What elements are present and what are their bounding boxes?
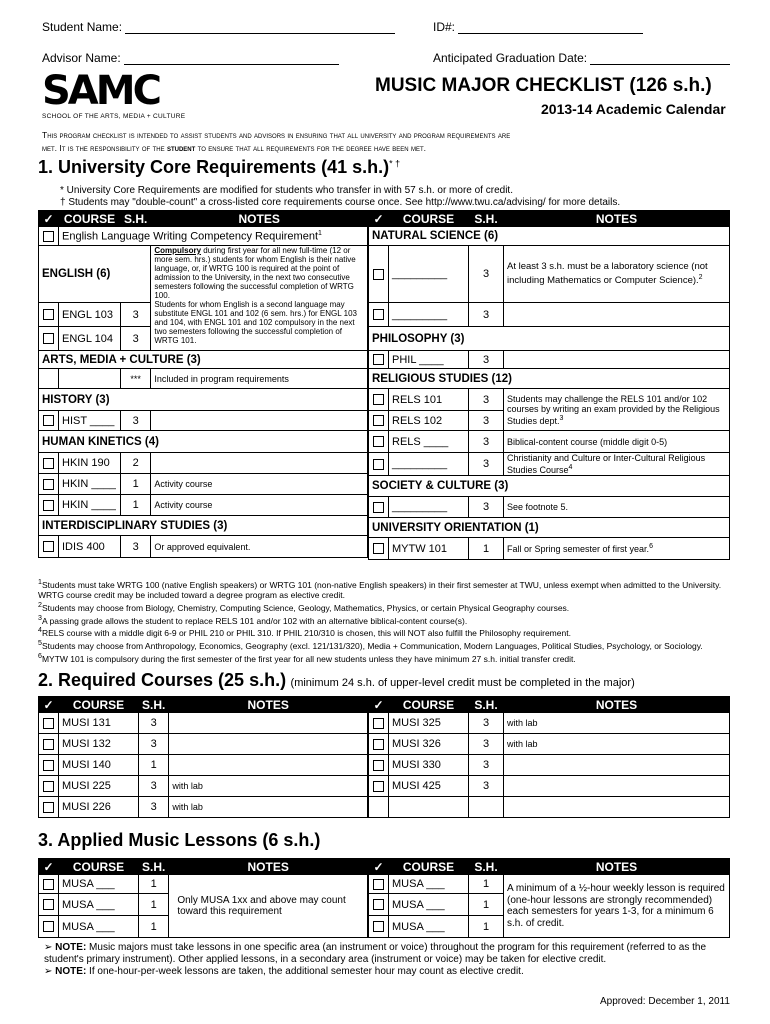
req-left-0-checkbox[interactable] [43,718,54,729]
lessons-note-2: ➢ NOTE: If one-hour-per-week lessons are taken, the additional semester hour may count as elective credit. [44,966,524,977]
req-right-3-checkbox[interactable] [373,781,384,792]
table-row [39,755,368,776]
note-cell [504,755,730,776]
rels-c-sh: 3 [469,431,504,453]
musa-left-3-sh: 1 [139,916,169,938]
col-notes-header: NOTES [151,211,368,227]
rels101-checkbox[interactable] [373,394,384,405]
mytw-course: MYTW 101 [389,538,469,560]
note-cell [169,755,368,776]
table-row [369,713,730,734]
hist-course: HIST ____ [59,411,121,431]
hk-heading: HUMAN KINETICS (4) [39,431,368,453]
musa-left-3-checkbox[interactable] [43,921,54,932]
uo-heading: UNIVERSITY ORIENTATION (1) [369,518,730,538]
course-cell: MUSI 225 [59,776,139,797]
ns-a-checkbox[interactable] [373,269,384,280]
samc-logo: SAMC [42,68,159,114]
req-right-0-checkbox[interactable] [373,718,384,729]
sh-cell: 3 [469,734,504,755]
table-row [369,755,730,776]
musa-left-1-course: MUSA ___ [59,875,139,894]
intro-text: This program checklist is intended to assist students and advisors in ensuring that all university and program requirements are met. It is the responsibility of the student to ensure that all requirements for the degree have been met. [42,130,511,153]
rels-d-course: _________ [389,453,469,476]
section1-note-2: † Students may "double-count" a cross-listed core requirements course once. See http://www.twu.ca/advising/ for more details. [60,197,621,208]
musa-left-2-sh: 1 [139,894,169,916]
student-name-field[interactable] [42,20,395,34]
rels-d-checkbox[interactable] [373,459,384,470]
section1-note-1: * University Core Requirements are modified for students who transfer in with 57 s.h. or more of credit. [60,185,513,196]
note-cell [169,713,368,734]
hkin190-sh: 2 [121,453,151,474]
req-right-1-checkbox[interactable] [373,739,384,750]
note-cell: with lab [169,776,368,797]
musa-left-3-course: MUSA ___ [59,916,139,938]
lessons-left-note: Only MUSA 1xx and above may count toward this requirement [169,875,368,938]
rels-d-sh: 3 [469,453,504,476]
sc-checkbox[interactable] [373,502,384,513]
course-cell: MUSI 325 [389,713,469,734]
col-course-header: COURSE [59,211,121,227]
sh-cell: 3 [139,776,169,797]
lessons-left-table: ✓ COURSE S.H. NOTES MUSA ___ 1 Only MUSA 1xx and above may count toward this requirement MUSA ___ 1 MUSA ___ 1 [38,858,368,938]
hkin-a-course: HKIN ____ [59,474,121,495]
engl103-sh: 3 [121,303,151,327]
musa-left-2-course: MUSA ___ [59,894,139,916]
required-left-table: ✓ COURSE S.H. NOTES MUSI 131 3 MUSI 132 3 MUSI 140 1 MUSI 225 3 with lab MUSI 226 3 with lab [38,696,368,818]
sc-sh: 3 [469,497,504,518]
req-left-2-checkbox[interactable] [43,760,54,771]
page-subtitle: 2013-14 Academic Calendar [541,101,726,117]
note-cell: with lab [504,713,730,734]
ns-a-sh: 3 [469,246,504,303]
ewcr-label: English Language Writing Competency Requirement$^1$ [59,227,368,246]
req-left-1-checkbox[interactable] [43,739,54,750]
col-sh-header: S.H. [121,211,151,227]
rels-c-checkbox[interactable] [373,436,384,447]
amc-heading: ARTS, MEDIA + CULTURE (3) [39,351,368,369]
sh-cell: 3 [139,713,169,734]
col-check-header: ✓ [39,211,59,227]
musa-right-1-checkbox[interactable] [373,879,384,890]
musa-right-1-sh: 1 [469,875,504,894]
sc-note: See footnote 5. [504,497,730,518]
id-field[interactable] [433,20,643,34]
rels102-sh: 3 [469,411,504,431]
musa-right-1-course: MUSA ___ [389,875,469,894]
hist-checkbox[interactable] [43,415,54,426]
hkin-a-sh: 1 [121,474,151,495]
footnotes: $^1$Students must take WRTG 100 (native English speakers) or WRTG 101 (non-native English speakers) in their first semester at TWU, unless exempt when admitted to the University. WRTG course credit may be included toward a degree program as elective credit. $^2$Students may choose from Biology, Chemistry, Computing Science, Geology, Mathematics, Physics, or certain Physical Geography courses. $^3$A passing grade allows the student to replace RELS 101 and/or 102 with an alternative biblical-content course(s). $^4$RELS course with a middle digit 6-9 or PHIL 210 or PHIL 310. If PHIL 210/310 is chosen, this will NOT also fulfill the Philosophy requirement. $^5$Students may choose from Anthropology, Economics, Geography (excl. 121/131/320), Media + Communication, Modern Languages, Political Studies, Psychology, or Sociology. $^6$MYTW 101 is compulsory during the first semester of the first year for all new students unless they have minimum 27 s.h. initial transfer credit. [38,578,722,664]
page-title: MUSIC MAJOR CHECKLIST (126 s.h.) [375,75,712,96]
req-right-2-checkbox[interactable] [373,760,384,771]
phil-heading: PHILOSOPHY (3) [369,327,730,351]
amc-note: Included in program requirements [151,369,368,389]
engl104-checkbox[interactable] [43,333,54,344]
idis400-sh: 3 [121,536,151,558]
course-cell: MUSI 326 [389,734,469,755]
rels-d-note: Christianity and Culture or Inter-Cultural Religious Studies Course$^4$ [504,453,730,476]
engl103-course: ENGL 103 [59,303,121,327]
mytw-checkbox[interactable] [373,543,384,554]
hkin190-checkbox[interactable] [43,458,54,469]
english-note: Compulsory during first year for all new full-time (12 or more sem. hrs.) students for whom English is their native language, or, if WRTG 100 is required at the point of admission to the University, in the next two consecutive semesters following the successful completion of WRTG 100. Students for whom English is a second language may substitute ENGL 101 and 102 (6 sem. hrs.) for ENGL 103 and 104, with ENGL 101 and 102 compulsory in the next two semesters following the successful completion of WRTG 101. [151,246,368,351]
rels-note: Students may challenge the RELS 101 and/or 102 courses by writing an exam provided by the Religious Studies dept.$^3$ [504,389,730,431]
phil-sh: 3 [469,351,504,369]
musa-right-2-course: MUSA ___ [389,894,469,916]
req-left-3-checkbox[interactable] [43,781,54,792]
rels101-sh: 3 [469,389,504,411]
arrow-icon: ➢ [44,942,56,953]
hkin-b-course: HKIN ____ [59,495,121,516]
req-left-4-checkbox[interactable] [43,802,54,813]
ewcr-checkbox[interactable] [43,231,54,242]
note-cell: with lab [169,797,368,818]
musa-right-3-course: MUSA ___ [389,916,469,938]
approved-date: Approved: December 1, 2011 [600,996,730,1007]
course-cell: MUSI 131 [59,713,139,734]
mytw-note: Fall or Spring semester of first year.$^6$ [504,538,730,560]
history-heading: HISTORY (3) [39,389,368,411]
samc-logo-subtitle: SCHOOL OF THE ARTS, MEDIA + CULTURE [42,113,186,120]
arrow-icon: ➢ [44,966,56,977]
section1-title: 1. University Core Requirements (41 s.h.)* † [38,157,401,177]
lessons-notes [44,942,734,978]
lessons-right-note: A minimum of a ½-hour weekly lesson is required (one-hour lessons are strongly recommended) each semesters for years 1-3, for a minimum 6 s.h. of credit. [504,875,730,938]
rels102-checkbox[interactable] [373,415,384,426]
ns-note: At least 3 s.h. must be a laboratory science (not including Mathematics or Computer Science).$^2$ [504,246,730,303]
note-cell [504,776,730,797]
idis400-note: Or approved equivalent. [151,536,368,558]
amc-sh: *** [121,369,151,389]
hkin-a-checkbox[interactable] [43,479,54,490]
musa-left-1-sh: 1 [139,875,169,894]
musa-right-2-checkbox[interactable] [373,899,384,910]
advisor-name-field[interactable] [42,51,339,65]
note-cell: with lab [504,734,730,755]
student-name-label: Student Name: [42,20,123,34]
rels-c-note: Biblical-content course (middle digit 0-5) [504,431,730,453]
hkin-a-note: Activity course [151,474,368,495]
section2-title: 2. Required Courses (25 s.h.) (minimum 24 s.h. of upper-level credit must be completed in the major) [38,670,635,690]
table-row [39,713,368,734]
course-cell: MUSI 132 [59,734,139,755]
musa-left-2-checkbox[interactable] [43,899,54,910]
hkin190-course: HKIN 190 [59,453,121,474]
rs-heading: RELIGIOUS STUDIES (12) [369,369,730,389]
course-cell: MUSI 226 [59,797,139,818]
advisor-name-label: Advisor Name: [42,51,121,65]
grad-date-field[interactable] [433,51,730,65]
lessons-note-1: ➢ NOTE: Music majors must take lessons in one specific area (an instrument or voice) throughout the program for this requirement (referred to as the student's primary instrument). Other applied lessons, in a secondary area (instrument or voice) may be taken for elective credit. [44,942,707,965]
engl104-sh: 3 [121,327,151,351]
sh-cell: 1 [139,755,169,776]
hkin-b-note: Activity course [151,495,368,516]
note-cell [169,734,368,755]
required-right-table: ✓ COURSE S.H. NOTES MUSI 325 3 with lab MUSI 326 3 with lab MUSI 330 3 MUSI 425 3 [368,696,730,818]
id-label: ID#: [433,20,456,34]
engl104-course: ENGL 104 [59,327,121,351]
table-row [369,734,730,755]
sh-cell: 3 [469,713,504,734]
table-row [39,797,368,818]
course-cell: MUSI 330 [389,755,469,776]
ns-b-course: _________ [389,303,469,327]
sh-cell: 3 [139,734,169,755]
mytw-sh: 1 [469,538,504,560]
sh-cell: 3 [139,797,169,818]
lessons-right-table: ✓ COURSE S.H. NOTES MUSA ___ 1 A minimum of a ½-hour weekly lesson is required (one-hour lessons are strongly recommended) each semesters for years 1-3, for a minimum 6 s.h. of credit. MUSA ___ 1 MUSA ___ 1 [368,858,730,938]
hkin-b-sh: 1 [121,495,151,516]
table-row [39,734,368,755]
english-heading: ENGLISH (6) [39,246,151,303]
musa-right-3-sh: 1 [469,916,504,938]
table-row [369,776,730,797]
grad-date-label: Anticipated Graduation Date: [433,51,588,65]
hkin-b-checkbox[interactable] [43,500,54,511]
idis-heading: INTERDISCIPLINARY STUDIES (3) [39,516,368,536]
ns-b-sh: 3 [469,303,504,327]
engl103-checkbox[interactable] [43,309,54,320]
sh-cell: 3 [469,776,504,797]
sc-course: _________ [389,497,469,518]
ns-b-checkbox[interactable] [373,309,384,320]
musa-right-3-checkbox[interactable] [373,921,384,932]
section2-subtitle: (minimum 24 s.h. of upper-level credit must be completed in the major) [290,677,635,689]
ns-a-course: _________ [389,246,469,303]
rels102-course: RELS 102 [389,411,469,431]
table-row [39,776,368,797]
phil-course: PHIL ____ [389,351,469,369]
hist-sh: 3 [121,411,151,431]
idis400-checkbox[interactable] [43,541,54,552]
section3-title: 3. Applied Music Lessons (6 s.h.) [38,830,321,850]
phil-checkbox[interactable] [373,354,384,365]
rels101-course: RELS 101 [389,389,469,411]
course-cell: MUSI 425 [389,776,469,797]
ns-heading: NATURAL SCIENCE (6) [369,227,730,246]
rels-c-course: RELS ____ [389,431,469,453]
musa-left-1-checkbox[interactable] [43,879,54,890]
sc-heading: SOCIETY & CULTURE (3) [369,476,730,497]
idis400-course: IDIS 400 [59,536,121,558]
sh-cell: 3 [469,755,504,776]
musa-right-2-sh: 1 [469,894,504,916]
course-cell: MUSI 140 [59,755,139,776]
core-left-table [38,210,368,558]
core-right-table: ✓ COURSE S.H. NOTES NATURAL SCIENCE (6) _________ 3 At least 3 s.h. must be a laboratory science (not including Mathematics or Computer Science).$^2$ _________ 3 PHILOSOPHY (3) PHIL ____ 3 RELIGIOUS STUDIES (12) RELS 101 3 Students may challenge the RELS 101 and/or 102 courses by writing an exam provided by the Religious Studies dept.$^3$ RELS 102 3 RELS ____ 3 Biblical-content course (middle digit 0-5) _________ 3 Christianity and Culture or Inter-Cultural Religious Studies Course$^4$ SOCIETY & CULTURE (3) _________ 3 See footnote 5. UNIVERSITY ORIENTATION (1) MYTW 101 1 Fall or Spring semester of first year.$^6$ [368,210,730,560]
